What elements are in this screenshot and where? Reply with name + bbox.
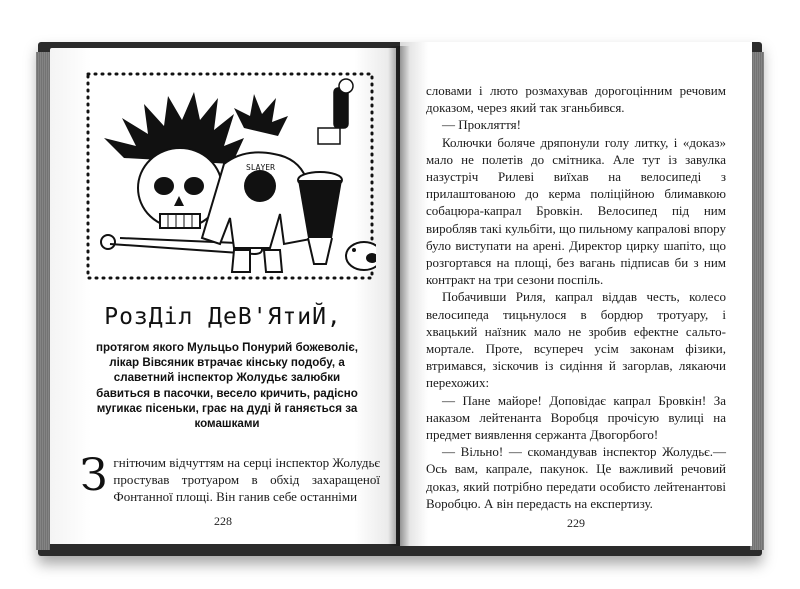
paragraph: — Пане майоре! Доповідає капрал Бровкін! За наказом лейтенанта Воробця прочісую вулиці на предмет виявлення сержанта Двогорбого! xyxy=(426,392,726,443)
paragraph: — Прокляття! xyxy=(442,117,521,133)
left-page xyxy=(50,48,396,544)
drum-icon xyxy=(298,172,342,264)
opening-paragraph: гнітючим відчуттям на серці інспектор Жолудьє простував тротуаром в обхід захаращеної Фонтанної площі. Він ганив себе останніми xyxy=(113,455,380,505)
page-edges-left xyxy=(36,52,50,550)
chapter-description: протягом якого Мульцьо Понурий божеволіє, лікар Вівсяник втрачає кінську подобу, а славетний інспектор Жолудьє залюбки бавиться в пасочки, весело кричить, радісно мугикає пісеньки, грає на дуді й ганяється за комашками xyxy=(95,341,359,431)
chapter-opening xyxy=(80,450,380,506)
right-page-text xyxy=(426,82,726,512)
drop-cap: З xyxy=(80,450,108,501)
paragraph: — Вільно! — скомандував інспектор Жолудьє.— Ось вам, капрале, пакунок. Це важливий речовий доказ, який потрібно передати особисто лейтенантові Воробцю. А він передасть на експертизу. xyxy=(426,444,726,511)
pig-icon xyxy=(346,242,376,270)
page-number-left: 228 xyxy=(214,514,232,528)
guitarist-figure-icon xyxy=(318,79,353,144)
jacket-patch-text: SLAYER xyxy=(246,163,275,172)
paragraph: Побачивши Риля, капрал віддав честь, колесо велосипеда тицьнулося в бордюр тротуару, і хвацький наїзник мало не зробив ефектне сальто-мортале. Проте, всупереч усім законам фізики, втримався, зіскочив із сидіння й загорлав, лякаючи перехожих: xyxy=(426,289,726,391)
page-edges-right xyxy=(750,52,764,550)
right-page xyxy=(400,42,752,546)
chapter-title: РозДіл ДеВ'ЯтиЙ, xyxy=(104,304,342,330)
open-book xyxy=(30,38,770,556)
chapter-illustration xyxy=(84,68,376,282)
book-spine-shadow xyxy=(388,46,410,546)
paragraph: словами і люто розмахував дорогоцінним речовим доказом, через який так зганьбився. xyxy=(426,83,726,116)
page-number-right: 229 xyxy=(567,516,585,530)
paragraph: Колючки боляче дряпонули голу литку, і «доказ» мало не полетів до смітника. Але тут із завулка назустріч Рилеві виїхав на велосипеді з прилаштованою до керма поліційною блимавкою собацюра-капрал Бровкін. Велосипед під ним виробляв такі кульбіти, що пильному капралові впору було виступати на арені. Директор цирку шапіто, що розгортався на площі, без вагань підписав би з ним контракт на три сезони поспіль. xyxy=(426,134,726,288)
spiky-hair-icon xyxy=(234,94,288,136)
